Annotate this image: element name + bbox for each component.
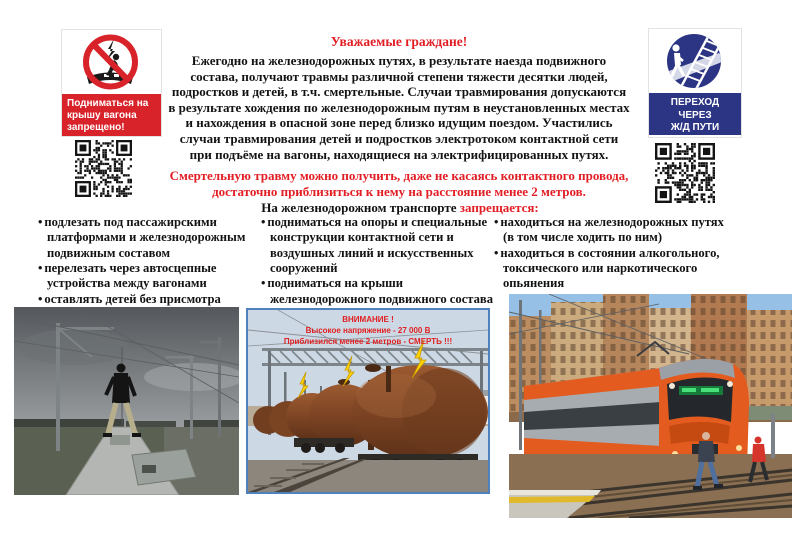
qr-code-right [655,143,715,203]
train-surfer-scene [14,307,239,495]
no-climbing-roof-sign [61,29,162,137]
poster-title: Уважаемые граждане! [330,34,468,49]
photo-crossing-before-train [509,294,792,518]
no-climbing-caption: Подниматься на крышу вагона запрещено! [62,94,161,136]
high-voltage-warning [248,314,488,348]
qr-code-right-canvas [655,143,715,203]
photo-tank-cars [246,308,490,494]
prohibitions-column-3 [494,215,734,292]
crossing-sign [648,28,742,138]
photo-train-surfer [14,307,239,495]
list-item: • оставлять детей без присмотра [38,292,252,307]
list-item: • подниматься на крыши железнодорожного подвижного состава [261,276,493,307]
prohibitions-column-1 [38,215,252,307]
intro-paragraph: Ежегодно на железнодорожных путях, в результате наезда подвижного состава, получают травмы различной степени тяжести десятки людей, подростков и детей, в т.ч. смертельные. Случаи травмирования допускаются в результате хождения по железнодорожным путям в неустановленных местах и нахождения в опасной зоне перед близко идущим поездом. Участились случаи травмирования детей и подростков электротоком контактной сети при подъёме на вагоны, находящиеся на электрифицированных путях. [168,53,630,162]
list-item: • находиться в состоянии алкогольного, токсического или наркотического опьянения [494,246,734,292]
list-item: • перелезать через автосцепные устройства между вагонами [38,261,252,292]
list-item: • подлезать под пассажирскими платформами и железнодорожным подвижным составом [38,215,252,261]
warning-line-3: Приблизился менее 2 метров - СМЕРТЬ !!! [283,337,453,347]
main-text-block [168,34,630,200]
prohibitions-header-red: запрещается: [459,200,539,215]
warning-line-2: Высокое напряжение - 27 000 В [305,326,431,336]
qr-code-left [75,140,132,197]
crossing-caption: ПЕРЕХОД ЧЕРЕЗ Ж/Д ПУТИ [649,93,741,135]
railway-crossing-icon [649,29,739,93]
prohibitions-header-black: На железнодорожном транспорте [261,200,457,215]
qr-code-left-canvas [75,140,132,197]
deadly-warning-paragraph: Смертельную травму можно получить, даже не касаясь контактного провода, достаточно приблизиться к нему на расстояние менее 2 метров. [169,168,629,200]
list-item: • находиться на железнодорожных путях (в том числе ходить по ним) [494,215,734,246]
list-item: • подниматься на опоры и специальные конструкции контактной сети и воздушных линий и искусственных сооружений [261,215,493,276]
crossing-before-train-scene [509,294,792,518]
prohibitions-header [0,200,800,216]
no-climbing-roof-icon [62,30,159,94]
warning-line-1: ВНИМАНИЕ ! [342,315,394,324]
prohibitions-column-2 [261,215,493,307]
